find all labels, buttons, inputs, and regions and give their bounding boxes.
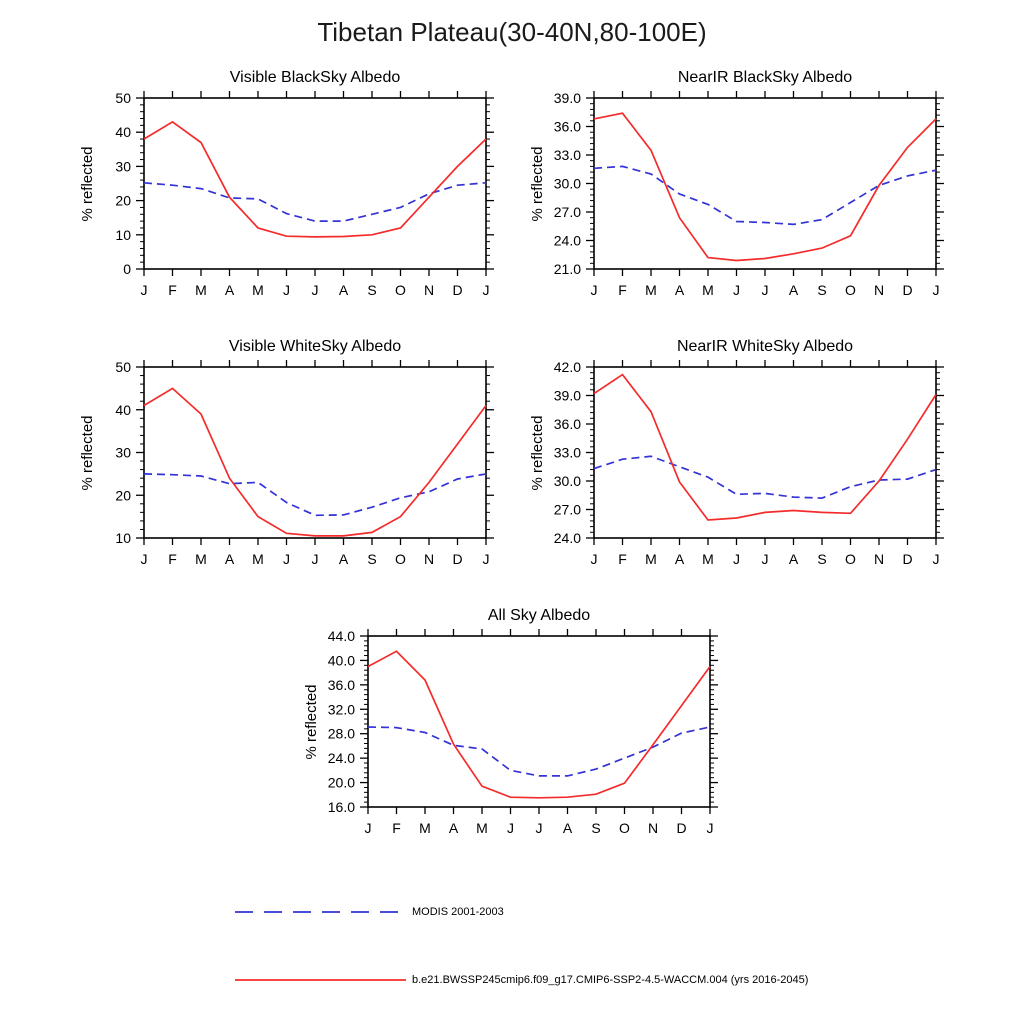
x-tick-label: A bbox=[788, 282, 799, 298]
x-tick-label: D bbox=[676, 820, 687, 836]
x-tick-label: F bbox=[618, 551, 627, 567]
x-tick-label: J bbox=[733, 551, 740, 567]
x-tick-label: A bbox=[448, 820, 459, 836]
y-tick-label: 40.0 bbox=[327, 652, 355, 669]
x-tick-label: J bbox=[283, 551, 290, 567]
subplot-title: NearIR WhiteSky Albedo bbox=[676, 338, 854, 355]
chart-plot-area bbox=[476, 355, 946, 591]
y-tick-label: 36.0 bbox=[327, 676, 355, 693]
x-tick-label: J bbox=[761, 551, 769, 567]
x-tick-label: A bbox=[674, 282, 685, 298]
x-tick-label: J bbox=[733, 282, 740, 298]
y-axis-label: % reflected bbox=[79, 415, 96, 491]
y-tick-label: 20 bbox=[115, 192, 131, 209]
model-line bbox=[594, 113, 936, 260]
subplot-visible-whitesky bbox=[26, 329, 496, 591]
x-tick-label: J bbox=[932, 551, 940, 567]
y-tick-label: 24.0 bbox=[553, 232, 581, 249]
x-tick-label: S bbox=[367, 551, 377, 567]
y-tick-label: 32.0 bbox=[327, 701, 355, 718]
x-tick-label: M bbox=[195, 551, 207, 567]
x-tick-label: S bbox=[591, 820, 601, 836]
y-tick-label: 36.0 bbox=[553, 416, 581, 432]
y-tick-label: 33.0 bbox=[553, 444, 581, 461]
x-tick-label: O bbox=[619, 820, 630, 836]
x-tick-label: F bbox=[168, 282, 177, 298]
subplot-all-sky bbox=[250, 598, 720, 860]
x-tick-label: F bbox=[618, 282, 627, 298]
model-line bbox=[144, 388, 486, 536]
y-axis-label: % reflected bbox=[79, 146, 96, 222]
y-tick-label: 0 bbox=[123, 261, 131, 277]
y-tick-label: 27.0 bbox=[553, 501, 581, 518]
y-tick-label: 30 bbox=[115, 158, 131, 175]
legend-label-modis: MODIS 2001-2003 bbox=[412, 906, 504, 918]
x-tick-label: F bbox=[392, 820, 401, 836]
x-tick-label: D bbox=[902, 551, 913, 567]
plot-frame bbox=[144, 98, 486, 269]
x-tick-label: N bbox=[647, 820, 659, 836]
x-tick-label: S bbox=[817, 282, 827, 298]
model-legend-line-icon bbox=[232, 973, 408, 987]
x-tick-label: M bbox=[702, 282, 714, 298]
x-tick-label: O bbox=[845, 551, 856, 567]
y-axis-label: % reflected bbox=[529, 415, 546, 491]
x-tick-label: S bbox=[367, 282, 377, 298]
x-tick-label: J bbox=[535, 820, 543, 836]
x-tick-label: M bbox=[419, 820, 431, 836]
x-tick-label: M bbox=[252, 282, 264, 298]
y-tick-label: 33.0 bbox=[553, 147, 581, 163]
x-tick-label: S bbox=[817, 551, 827, 567]
x-tick-label: J bbox=[932, 282, 940, 298]
chart-plot-area bbox=[26, 86, 496, 322]
y-tick-label: 50 bbox=[115, 90, 131, 106]
subplot-title: Visible WhiteSky Albedo bbox=[228, 338, 402, 355]
x-tick-label: N bbox=[873, 282, 885, 298]
y-tick-label: 30.0 bbox=[553, 175, 581, 192]
x-tick-label: M bbox=[645, 551, 657, 567]
subplot-title: Visible BlackSky Albedo bbox=[229, 69, 401, 86]
y-tick-label: 10 bbox=[115, 530, 131, 546]
y-tick-label: 30 bbox=[115, 444, 131, 461]
y-tick-label: 28.0 bbox=[327, 725, 355, 742]
x-tick-label: F bbox=[168, 551, 177, 567]
x-tick-label: D bbox=[452, 282, 463, 298]
model-line bbox=[594, 375, 936, 520]
x-tick-label: A bbox=[224, 551, 235, 567]
plot-frame bbox=[144, 367, 486, 538]
y-axis-label: % reflected bbox=[303, 684, 320, 760]
x-tick-label: J bbox=[482, 282, 490, 298]
modis-line bbox=[144, 474, 486, 515]
y-tick-label: 36.0 bbox=[553, 118, 581, 135]
chart-plot-area bbox=[26, 355, 496, 591]
y-tick-label: 39.0 bbox=[553, 90, 581, 106]
x-tick-label: N bbox=[423, 282, 435, 298]
subplot-nearir-blacksky bbox=[476, 60, 946, 322]
x-tick-label: M bbox=[195, 282, 207, 298]
y-tick-label: 44.0 bbox=[327, 628, 355, 644]
x-tick-label: M bbox=[476, 820, 488, 836]
x-tick-label: A bbox=[338, 551, 349, 567]
x-tick-label: A bbox=[224, 282, 235, 298]
x-tick-label: J bbox=[364, 820, 372, 836]
x-tick-label: J bbox=[140, 282, 148, 298]
x-tick-label: A bbox=[338, 282, 349, 298]
subplot-nearir-whitesky bbox=[476, 329, 946, 591]
x-tick-label: D bbox=[902, 282, 913, 298]
chart-plot-area bbox=[250, 624, 720, 860]
x-tick-label: J bbox=[706, 820, 714, 836]
subplot-title: All Sky Albedo bbox=[487, 607, 591, 624]
x-tick-label: J bbox=[283, 282, 290, 298]
modis-line bbox=[594, 166, 936, 224]
x-tick-label: J bbox=[507, 820, 514, 836]
y-tick-label: 20 bbox=[115, 487, 131, 504]
x-tick-label: O bbox=[845, 282, 856, 298]
x-tick-label: M bbox=[252, 551, 264, 567]
y-tick-label: 40 bbox=[115, 124, 131, 141]
plot-frame bbox=[368, 636, 710, 807]
modis-line bbox=[594, 456, 936, 498]
y-tick-label: 30.0 bbox=[553, 473, 581, 489]
modis-line bbox=[144, 183, 486, 221]
x-tick-label: J bbox=[590, 551, 598, 567]
x-tick-label: A bbox=[562, 820, 573, 836]
y-tick-label: 42.0 bbox=[553, 359, 581, 375]
x-tick-label: O bbox=[395, 282, 406, 298]
y-tick-label: 24.0 bbox=[553, 530, 581, 546]
model-line bbox=[144, 122, 486, 237]
subplot-title: NearIR BlackSky Albedo bbox=[677, 69, 853, 86]
y-axis-label: % reflected bbox=[529, 146, 546, 222]
y-tick-label: 16.0 bbox=[327, 799, 355, 815]
x-tick-label: M bbox=[702, 551, 714, 567]
x-tick-label: N bbox=[873, 551, 885, 567]
y-tick-label: 50 bbox=[115, 359, 131, 375]
x-tick-label: J bbox=[311, 282, 319, 298]
x-tick-label: J bbox=[482, 551, 490, 567]
x-tick-label: A bbox=[788, 551, 799, 567]
legend-label-model: b.e21.BWSSP245cmip6.f09_g17.CMIP6-SSP2-4.5-WACCM.004 (yrs 2016-2045) bbox=[412, 974, 809, 986]
x-tick-label: J bbox=[590, 282, 598, 298]
modis-line bbox=[368, 727, 710, 776]
y-tick-label: 39.0 bbox=[553, 387, 581, 404]
y-tick-label: 27.0 bbox=[553, 204, 581, 220]
x-tick-label: J bbox=[140, 551, 148, 567]
x-tick-label: O bbox=[395, 551, 406, 567]
x-tick-label: M bbox=[645, 282, 657, 298]
chart-plot-area bbox=[476, 86, 946, 322]
y-tick-label: 40 bbox=[115, 401, 131, 418]
y-tick-label: 24.0 bbox=[327, 750, 355, 767]
x-tick-label: D bbox=[452, 551, 463, 567]
subplot-visible-blacksky bbox=[26, 60, 496, 322]
figure-title: Tibetan Plateau(30-40N,80-100E) bbox=[317, 17, 707, 47]
y-tick-label: 21.0 bbox=[553, 261, 581, 277]
x-tick-label: A bbox=[674, 551, 685, 567]
x-tick-label: J bbox=[761, 282, 769, 298]
modis-legend-line-icon bbox=[232, 905, 408, 919]
y-tick-label: 20.0 bbox=[327, 774, 355, 791]
x-tick-label: J bbox=[311, 551, 319, 567]
y-tick-label: 10 bbox=[115, 226, 131, 243]
x-tick-label: N bbox=[423, 551, 435, 567]
